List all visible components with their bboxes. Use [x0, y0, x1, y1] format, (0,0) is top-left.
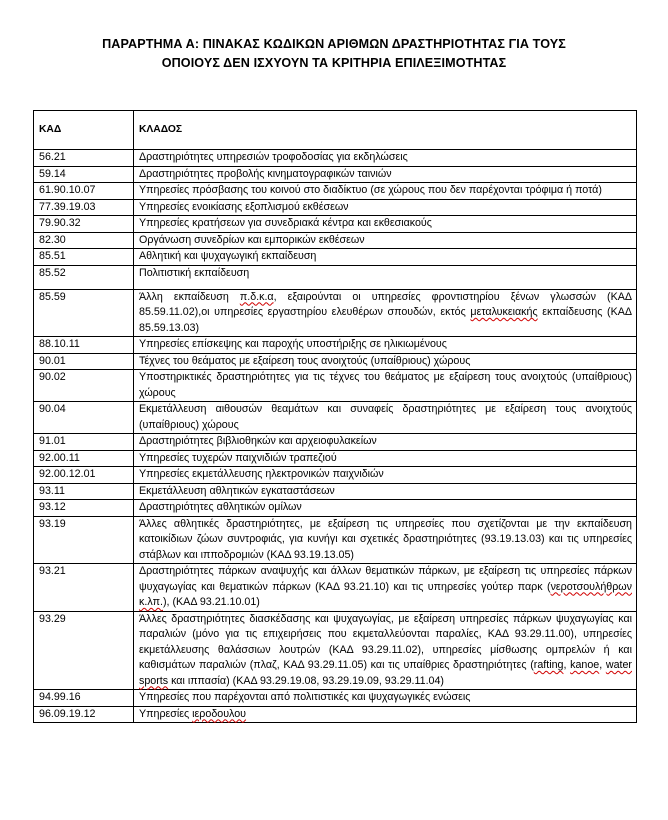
flagged-word: water: [605, 659, 632, 671]
flagged-word: sports: [139, 674, 169, 687]
kad-code: 92.00.11: [34, 450, 134, 467]
sector-description: Δραστηριότητες υπηρεσιών τροφοδοσίας για εκδηλώσεις: [134, 150, 637, 167]
text-segment: , εξαιρούνται οι υπηρεσίες φροντιστηρίου ξένων γλωσσών (ΚΑΔ 85.59.11.02),οι υπηρεσίες εργαστηρίου ελευθέρων σπουδών, εκτός: [139, 290, 632, 318]
kad-code: 59.14: [34, 166, 134, 183]
table-row: [34, 434, 637, 451]
kad-code: 85.51: [34, 249, 134, 266]
flagged-word: rafting: [533, 659, 564, 671]
sector-description: Υπηρεσίες εκμετάλλευσης ηλεκτρονικών παιχνιδιών: [134, 467, 637, 484]
sector-description: Τέχνες του θεάματος με εξαίρεση τους ανοιχτούς (υπαίθριους) χώρους: [134, 353, 637, 370]
text-segment: και ιππασία) (ΚΑΔ 93.29.19.08, 93.29.19.09, 93.29.11.04): [168, 674, 444, 687]
kad-code: 90.02: [34, 370, 134, 402]
table-row: [34, 500, 637, 517]
flagged-word: π.δ.κ.α: [239, 290, 274, 303]
text-segment: Δραστηριότητες πάρκων αναψυχής και άλλων θεματικών πάρκων, με εξαίρεση τις υπηρεσίες πάρκων ψυχαγωγίας και θεματικών πάρκων (ΚΑΔ 93.21.10) και τις υπηρεσίες γούτερ παρκ (: [139, 565, 632, 593]
kad-code: 88.10.11: [34, 337, 134, 354]
sector-description: [134, 611, 637, 690]
text-segment: Άλλες δραστηριότητες διασκέδασης και ψυχαγωγίας, με εξαίρεση υπηρεσίες πάρκων ψυχαγωγίας και παραλιών (μόνο για τις επιχειρήσεις που εκμεταλλεύονται παραλίες, ΚΑΔ 93.29.11.00), υπηρεσίες εκμετάλλευσης θαλάσσιων λουτρών (ΚΑΔ 93.29.11.02), υπηρεσίες μίσθωσης ομπρελών ή και καθισμάτων παραλιών (πλαζ, ΚΑΔ 93.29.11.05) και τις υπαίθριες δραστηριότητες (: [139, 612, 632, 671]
sector-description: Υπηρεσίες κρατήσεων για συνεδριακά κέντρα και εκθεσιακούς: [134, 216, 637, 233]
text-segment: ,: [563, 659, 571, 671]
table-row: [34, 467, 637, 484]
kad-code: 90.01: [34, 353, 134, 370]
sector-description: Υπηρεσίες τυχερών παιχνιδιών τραπεζιού: [134, 450, 637, 467]
flagged-word: μεταλυκειακής: [470, 306, 538, 318]
title-line-2: ΟΠΟΙΟΥΣ ΔΕΝ ΙΣΧΥΟΥΝ ΤΑ ΚΡΙΤΗΡΙΑ ΕΠΙΛΕΞΙΜΟΤΗΤΑΣ: [161, 56, 507, 70]
text-segment: εκπαίδευσης (ΚΑΔ 85.59.13.03): [139, 306, 632, 334]
kad-code: 90.04: [34, 402, 134, 434]
text-segment: ,: [599, 659, 606, 671]
kad-code: 93.12: [34, 500, 134, 517]
table-row: [34, 516, 637, 564]
flagged-word: ιεροδουλου: [192, 707, 247, 720]
text-segment: Άλλη εκπαίδευση: [139, 290, 240, 303]
kad-code: 56.21: [34, 150, 134, 167]
kad-code: 61.90.10.07: [34, 183, 134, 200]
table-row: [34, 216, 637, 233]
sector-description: [134, 564, 637, 612]
flagged-word: kanoe: [570, 659, 600, 671]
kad-code: 93.29: [34, 611, 134, 690]
table-row: [34, 483, 637, 500]
sector-description: Υποστηρικτικές δραστηριότητες για τις τέχνες του θεάματος με εξαίρεση τους ανοιχτούς (υπαίθριους) χώρους: [134, 370, 637, 402]
sector-description: Πολιτιστική εκπαίδευση: [134, 265, 637, 289]
column-header-kad: ΚΑΔ: [34, 111, 134, 150]
sector-description: Αθλητική και ψυχαγωγική εκπαίδευση: [134, 249, 637, 266]
kad-code: 93.19: [34, 516, 134, 564]
kad-code: 77.39.19.03: [34, 199, 134, 216]
title-line-1: ΠΑΡΑΡΤΗΜΑ Α: ΠΙΝΑΚΑΣ ΚΩΔΙΚΩΝ ΑΡΙΘΜΩΝ ΔΡΑΣΤΗΡΙΟΤΗΤΑΣ ΓΙΑ ΤΟΥΣ: [102, 37, 566, 51]
table-row: [34, 199, 637, 216]
sector-description: Εκμετάλλευση αθλητικών εγκαταστάσεων: [134, 483, 637, 500]
table-row: [34, 690, 637, 707]
sector-description: Άλλες αθλητικές δραστηριότητες, με εξαίρεση τις υπηρεσίες που σχετίζονται με την εκπαίδευση κατοικίδιων ζώων συντροφιάς, για κυνήγι και σχετικές δραστηριότητες (93.19.13.03) και τις υπηρεσίες στάβλων και ιπποδρομιών (ΚΑΔ 93.19.13.05): [134, 516, 637, 564]
table-row: [34, 450, 637, 467]
text-segment: Υπηρεσίες: [139, 707, 193, 720]
table-row: [34, 249, 637, 266]
table-row: [34, 611, 637, 690]
sector-description: Υπηρεσίες πρόσβασης του κοινού στο διαδίκτυο (σε χώρους που δεν παρέχονται τρόφιμα ή ποτά): [134, 183, 637, 200]
kad-code: 93.21: [34, 564, 134, 612]
column-header-klados: ΚΛΑΔΟΣ: [134, 111, 637, 150]
table-header-row: [34, 111, 637, 150]
table-row: [34, 706, 637, 723]
kad-code: 85.59: [34, 289, 134, 337]
kad-code: 79.90.32: [34, 216, 134, 233]
table-row: [34, 564, 637, 612]
table-row: [34, 337, 637, 354]
table-row: [34, 183, 637, 200]
kad-table: [33, 110, 637, 723]
table-row: [34, 232, 637, 249]
text-segment: ), (ΚΑΔ 93.21.10.01): [163, 596, 260, 608]
sector-description: Οργάνωση συνεδρίων και εμπορικών εκθέσεων: [134, 232, 637, 249]
sector-description: Δραστηριότητες προβολής κινηματογραφικών ταινιών: [134, 166, 637, 183]
sector-description: Εκμετάλλευση αιθουσών θεαμάτων και συναφείς δραστηριότητες με εξαίρεση τους ανοιχτούς (υπαίθριους) χώρους: [134, 402, 637, 434]
table-row: [34, 402, 637, 434]
kad-code: 85.52: [34, 265, 134, 289]
sector-description: Δραστηριότητες βιβλιοθηκών και αρχειοφυλακείων: [134, 434, 637, 451]
kad-code: 91.01: [34, 434, 134, 451]
document-title: [20, 35, 648, 73]
sector-description: Υπηρεσίες ενοικίασης εξοπλισμού εκθέσεων: [134, 199, 637, 216]
table-row: [34, 289, 637, 337]
table-row: [34, 166, 637, 183]
table-row: [34, 265, 637, 289]
table-row: [34, 353, 637, 370]
sector-description: [134, 289, 637, 337]
kad-code: 96.09.19.12: [34, 706, 134, 723]
sector-description: Υπηρεσίες επίσκεψης και παροχής υποστήριξης σε ηλικιωμένους: [134, 337, 637, 354]
kad-code: 92.00.12.01: [34, 467, 134, 484]
table-row: [34, 150, 637, 167]
kad-code: 93.11: [34, 483, 134, 500]
kad-code: 94.99.16: [34, 690, 134, 707]
sector-description: Υπηρεσίες που παρέχονται από πολιτιστικές και ψυχαγωγικές ενώσεις: [134, 690, 637, 707]
flagged-word: νεροτσουλήθρων κ.λπ.: [139, 580, 632, 608]
kad-code: 82.30: [34, 232, 134, 249]
sector-description: Δραστηριότητες αθλητικών ομίλων: [134, 500, 637, 517]
sector-description: [134, 706, 637, 723]
table-row: [34, 370, 637, 402]
